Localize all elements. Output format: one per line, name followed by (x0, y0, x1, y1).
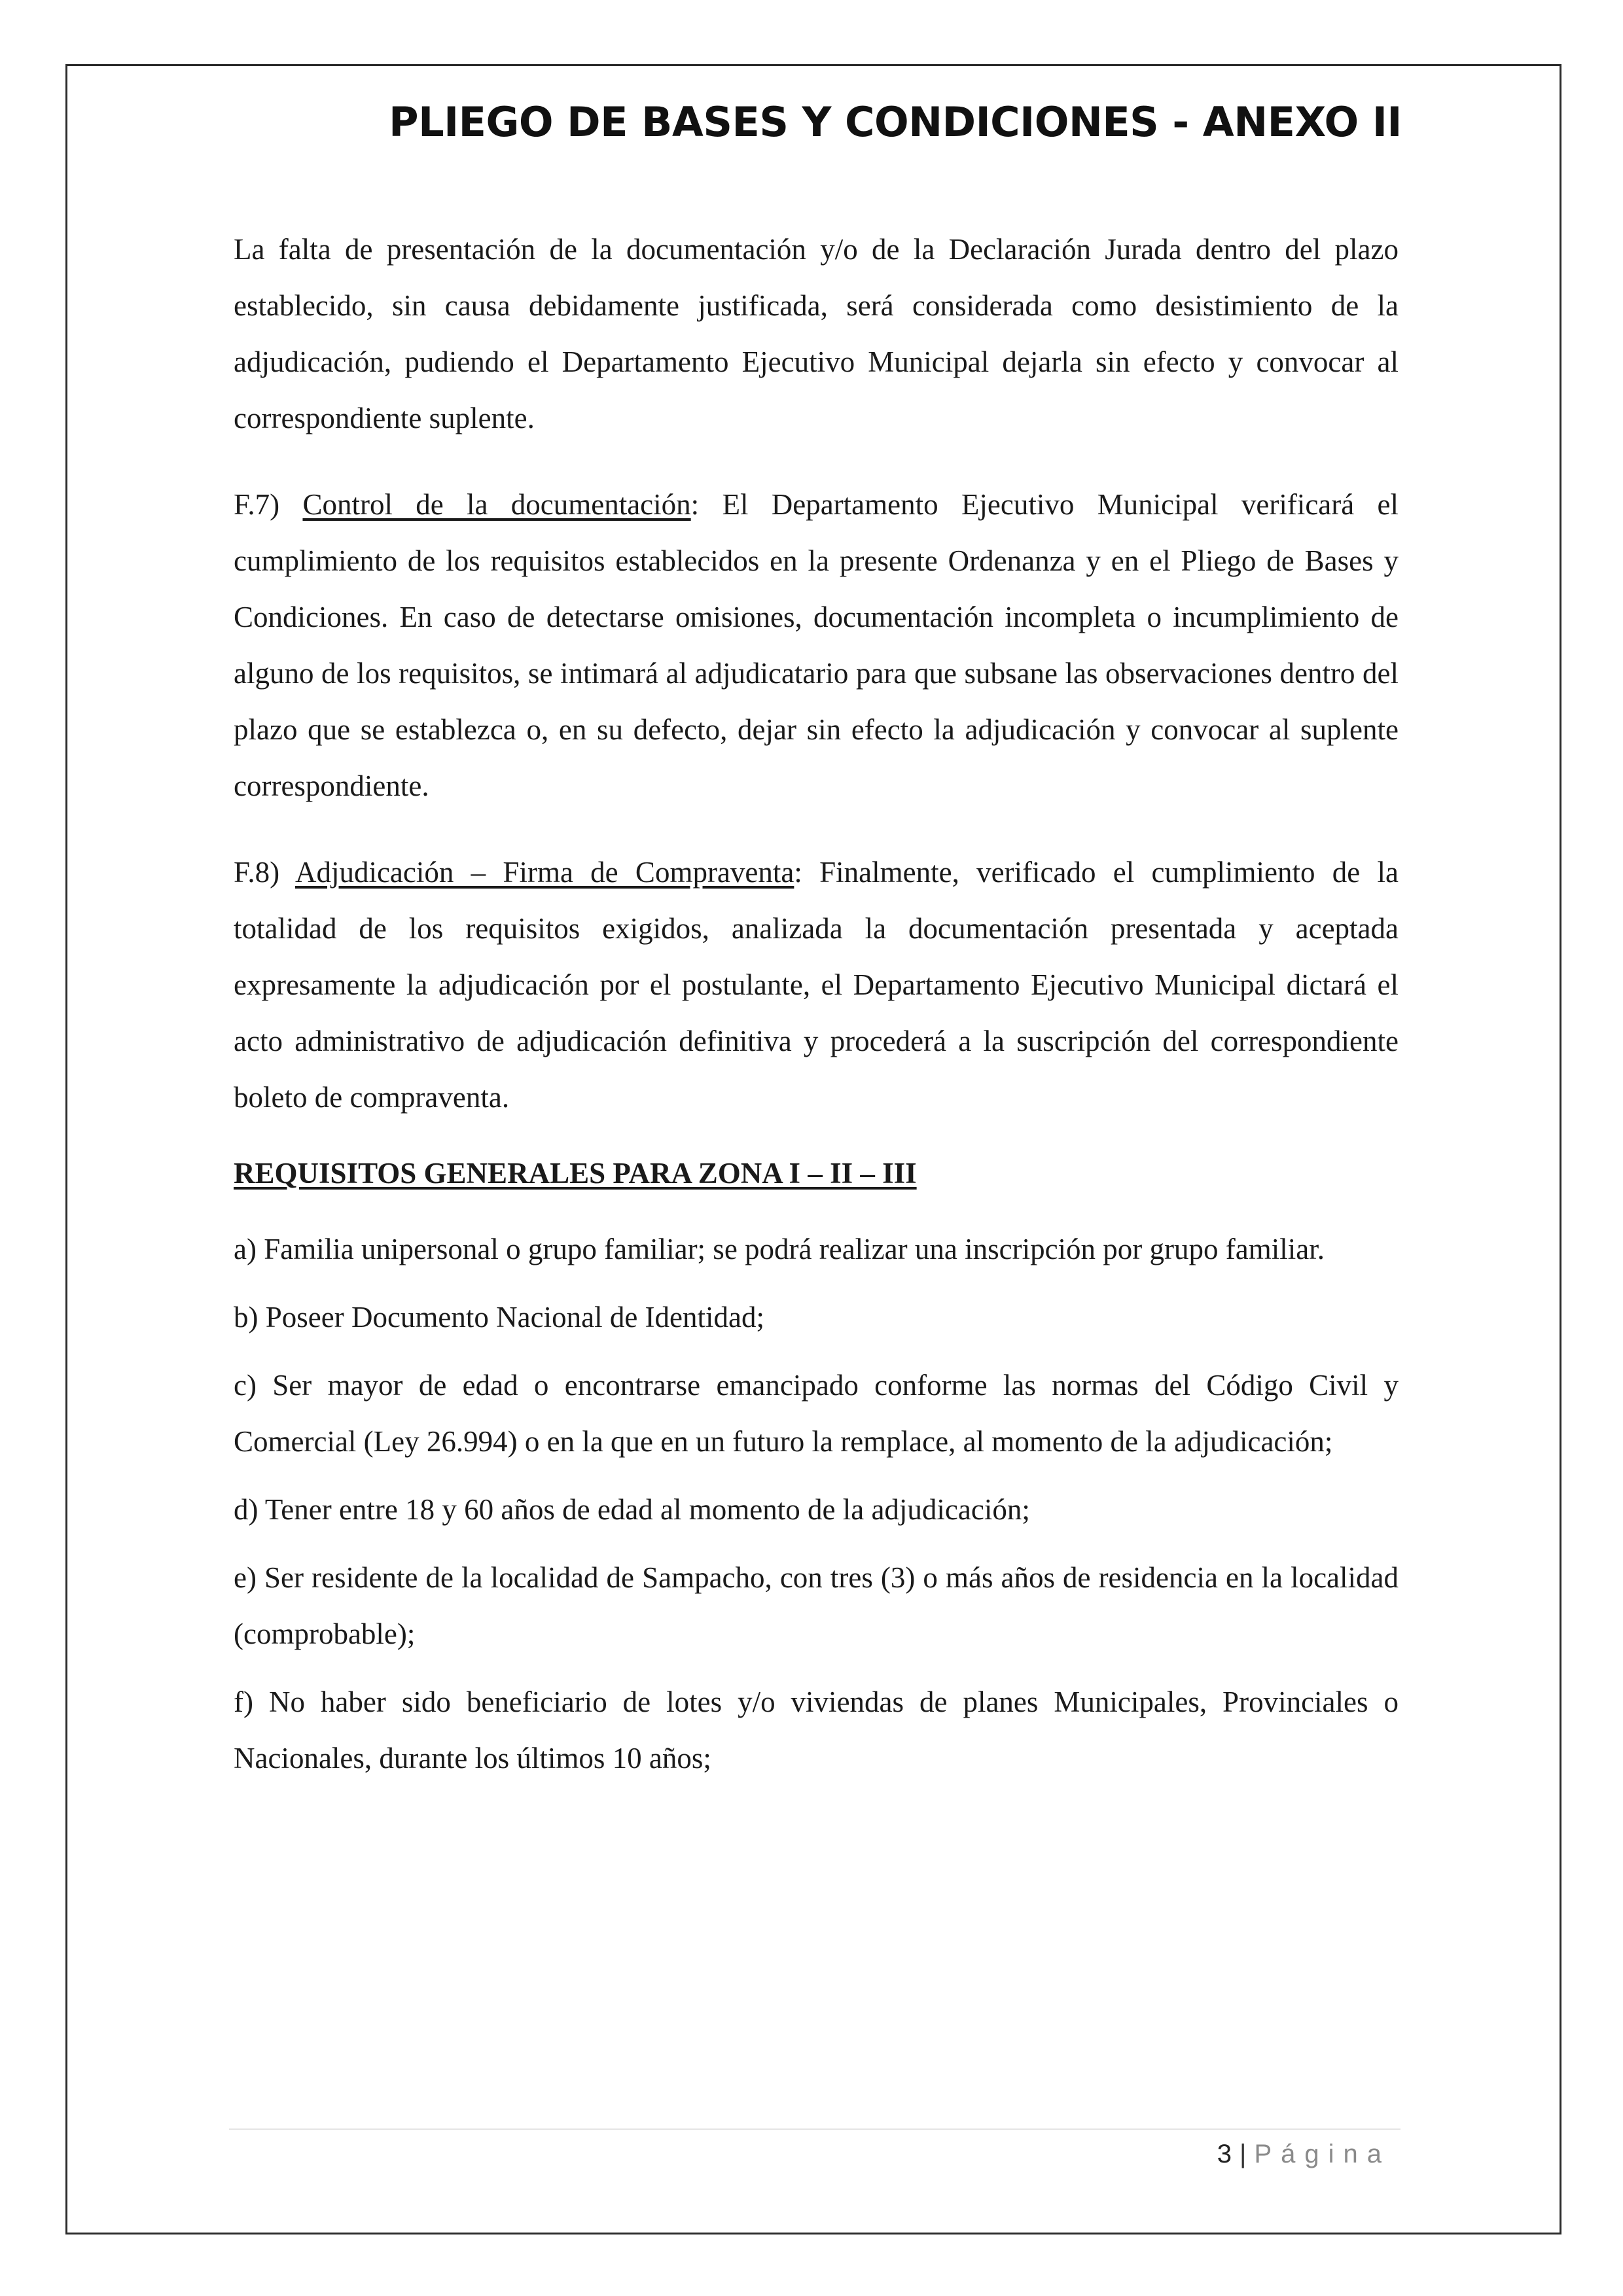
requirement-b: b) Poseer Documento Nacional de Identidad; (234, 1301, 764, 1333)
paragraph-desistimiento: La falta de presentación de la documentación y/o de la Declaración Jurada dentro del plazo establecido, sin causa debidamente justificada, será considerada como desistimiento de la adjudicación, pudiendo el Departamento Ejecutivo Municipal dejarla sin efecto y convocar al correspondiente suplente. (234, 233, 1399, 434)
f7-title: Control de la documentación (302, 488, 691, 521)
page-title: PLIEGO DE BASES Y CONDICIONES - ANEXO II (389, 98, 1402, 146)
page-number: 3 (1217, 2140, 1232, 2168)
requirement-a: a) Familia unipersonal o grupo familiar; se podrá realizar una inscripción por grupo familiar. (234, 1233, 1325, 1265)
requirement-e: e) Ser residente de la localidad de Sampacho, con tres (3) o más años de residencia en la localidad (comprobable); (234, 1561, 1399, 1650)
f7-text: : El Departamento Ejecutivo Municipal verificará el cumplimiento de los requisitos establecidos en la presente Ordenanza y en el Pliego de Bases y Condiciones. En caso de detectarse omisiones, documentación incompleta o incumplimiento de alguno de los requisitos, se intimará al adjudicatario para que subsane las observaciones dentro del plazo que se establezca o, en su defecto, dejar sin efecto la adjudicación y convocar al suplente correspondiente. (234, 488, 1399, 802)
requirement-d: d) Tener entre 18 y 60 años de edad al momento de la adjudicación; (234, 1493, 1030, 1526)
footer-separator: | (1240, 2140, 1247, 2168)
requirement-f: f) No haber sido beneficiario de lotes y/o viviendas de planes Municipales, Provinciales o Nacionales, durante los últimos 10 años; (234, 1686, 1399, 1775)
section-heading: REQUISITOS GENERALES PARA ZONA I – II – III (234, 1157, 917, 1190)
page-footer (982, 2134, 1391, 2174)
requirement-c: c) Ser mayor de edad o encontrarse emancipado conforme las normas del Código Civil y Comercial (Ley 26.994) o en la que en un futuro la remplace, al momento de la adjudicación; (234, 1369, 1399, 1458)
document-body (234, 221, 1399, 1786)
f8-prefix: F.8) (234, 856, 295, 889)
paragraph-f8 (234, 844, 1399, 1125)
paragraph-f7 (234, 476, 1399, 814)
f8-title: Adjudicación – Firma de Compraventa (294, 856, 794, 889)
footer-divider (229, 2128, 1400, 2130)
f7-prefix: F.7) (234, 488, 303, 521)
f8-text: : Finalmente, verificado el cumplimiento de la totalidad de los requisitos exigidos, analizada la documentación presentada y aceptada expresamente la adjudicación por el postulante, el Departamento Ejecutivo Municipal dictará el acto administrativo de adjudicación definitiva y procederá a la suscripción del correspondiente boleto de compraventa. (234, 856, 1399, 1114)
page-word: Página (1254, 2140, 1391, 2168)
